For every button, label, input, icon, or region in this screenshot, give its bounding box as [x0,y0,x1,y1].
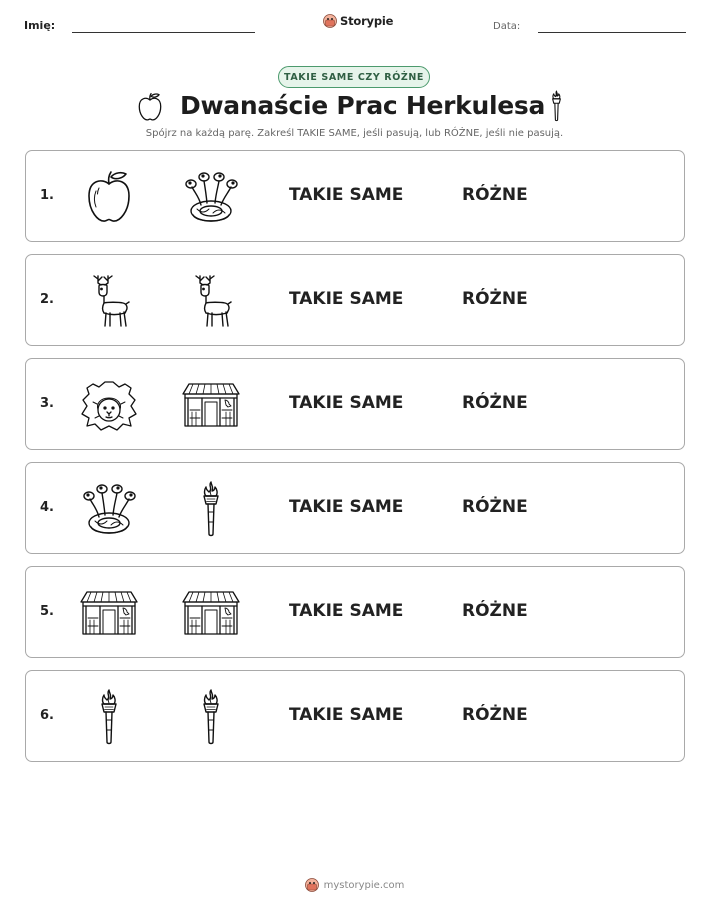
right-picture [181,584,241,642]
left-picture [79,168,139,226]
footer [0,878,709,892]
left-picture [79,584,139,642]
same-option[interactable]: TAKIE SAME [289,497,404,517]
different-option[interactable]: RÓŻNE [462,497,528,517]
instructions: Spójrz na każdą parę. Zakreśl TAKIE SAME, jeśli pasują, lub RÓŻNE, jeśli nie pasują. [145,128,564,139]
left-picture [79,376,139,434]
storypie-mascot-icon [305,878,319,892]
date-input-line[interactable] [538,32,686,33]
activity-badge: TAKIE SAME CZY RÓŻNE [278,66,430,88]
same-option[interactable]: TAKIE SAME [289,185,404,205]
brand-logo [323,14,393,28]
left-picture [79,480,139,538]
question-number: 1. [40,188,54,203]
date-label: Data: [493,21,521,32]
different-option[interactable]: RÓŻNE [462,289,528,309]
left-picture [79,688,139,746]
footer-site: mystorypie.com [323,879,405,891]
right-picture [181,376,241,434]
different-option[interactable]: RÓŻNE [462,393,528,413]
name-input-line[interactable] [72,32,255,33]
stable-icon [79,590,139,636]
different-option[interactable]: RÓŻNE [462,705,528,725]
question-number: 5. [40,604,54,619]
question-number: 4. [40,500,54,515]
hydra-icon [81,481,137,537]
question-number: 3. [40,396,54,411]
lion-pelt-icon [79,378,139,432]
apple-icon [136,92,164,122]
brand-name: Storypie [340,14,394,28]
question-row [25,254,685,346]
storypie-mascot-icon [323,14,337,28]
stable-icon [181,382,241,428]
torch-icon [200,480,222,538]
question-row [25,566,685,658]
question-row [25,462,685,554]
right-picture [181,480,241,538]
deer-icon [86,273,132,329]
same-option[interactable]: TAKIE SAME [289,289,404,309]
hydra-icon [183,169,239,225]
question-row [25,358,685,450]
right-picture [181,272,241,330]
right-picture [181,168,241,226]
page-title: Dwanaście Prac Herkulesa [180,91,546,120]
question-row [25,150,685,242]
torch-icon [200,688,222,746]
question-number: 2. [40,292,54,307]
same-option[interactable]: TAKIE SAME [289,705,404,725]
left-picture [79,272,139,330]
title-row [0,90,709,130]
right-picture [181,688,241,746]
different-option[interactable]: RÓŻNE [462,185,528,205]
torch-icon [98,688,120,746]
stable-icon [181,590,241,636]
worksheet-header [0,0,709,50]
different-option[interactable]: RÓŻNE [462,601,528,621]
same-option[interactable]: TAKIE SAME [289,393,404,413]
question-number: 6. [40,708,54,723]
name-label: Imię: [24,19,56,32]
deer-icon [188,273,234,329]
apple-icon [84,169,134,225]
same-option[interactable]: TAKIE SAME [289,601,404,621]
torch-icon [550,90,563,122]
question-row [25,670,685,762]
